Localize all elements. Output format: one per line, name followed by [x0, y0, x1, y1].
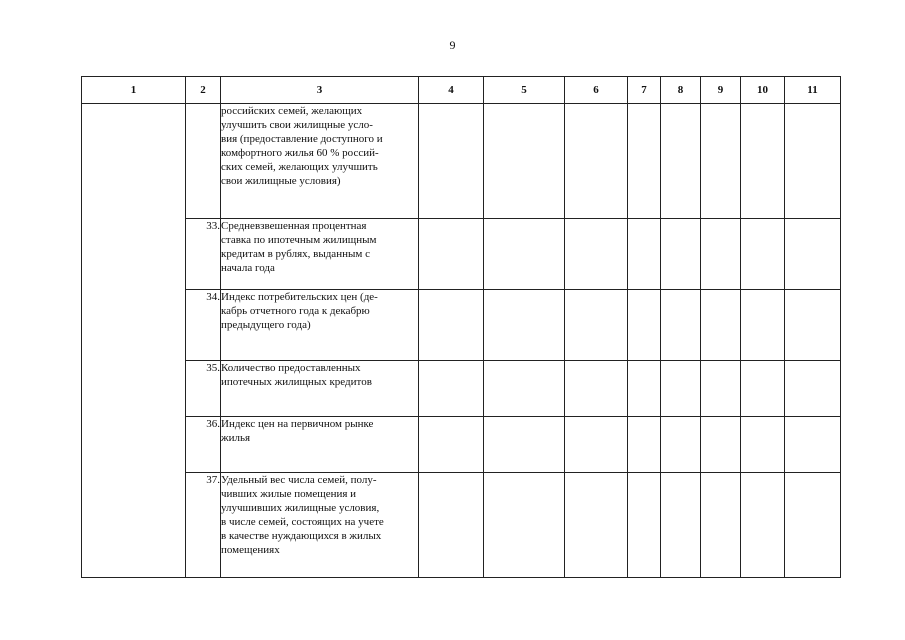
- value-cell: [785, 290, 841, 361]
- value-cell: [785, 104, 841, 219]
- column-header: 2: [186, 77, 221, 104]
- value-cell: [565, 473, 628, 578]
- indicator-name: Индекс цен на первичном рынке жилья: [221, 417, 419, 473]
- value-cell: [661, 219, 701, 290]
- value-cell: [661, 473, 701, 578]
- column-header: 4: [419, 77, 484, 104]
- row-number: 33.: [186, 219, 221, 290]
- value-cell: [628, 417, 661, 473]
- indicator-name: российских семей, желающих улучшить свои жилищные усло- вия (предоставление доступного и комфортного жилья 60 % россий- ских семей, желающих улучшить свои жилищные условия): [221, 104, 419, 219]
- value-cell: [741, 417, 785, 473]
- value-cell: [701, 417, 741, 473]
- value-cell: [785, 219, 841, 290]
- column-header: 6: [565, 77, 628, 104]
- column-header: 9: [701, 77, 741, 104]
- value-cell: [484, 417, 565, 473]
- table-row: [82, 417, 841, 473]
- value-cell: [741, 219, 785, 290]
- value-cell: [701, 361, 741, 417]
- value-cell: [785, 361, 841, 417]
- value-cell: [661, 290, 701, 361]
- row-number: 36.: [186, 417, 221, 473]
- value-cell: [701, 290, 741, 361]
- value-cell: [484, 104, 565, 219]
- table-row: [82, 104, 841, 219]
- row-number: 34.: [186, 290, 221, 361]
- value-cell: [785, 417, 841, 473]
- value-cell: [484, 473, 565, 578]
- value-cell: [419, 290, 484, 361]
- merged-cell-column-1: [82, 104, 186, 578]
- header-row: [82, 77, 841, 104]
- value-cell: [628, 361, 661, 417]
- value-cell: [484, 290, 565, 361]
- value-cell: [419, 473, 484, 578]
- value-cell: [785, 473, 841, 578]
- value-cell: [628, 219, 661, 290]
- table-row: [82, 473, 841, 578]
- value-cell: [419, 417, 484, 473]
- value-cell: [661, 361, 701, 417]
- value-cell: [628, 104, 661, 219]
- indicator-name: Средневзвешенная процентная ставка по ипотечным жилищным кредитам в рублях, выданным с начала года: [221, 219, 419, 290]
- row-number: [186, 104, 221, 219]
- table-row: [82, 219, 841, 290]
- value-cell: [565, 361, 628, 417]
- value-cell: [419, 361, 484, 417]
- indicator-name: Удельный вес числа семей, полу- чивших жилые помещения и улучшивших жилищные условия, в числе семей, состоящих на учете в качестве нуждающихся в жилых помещениях: [221, 473, 419, 578]
- column-header: 3: [221, 77, 419, 104]
- value-cell: [741, 361, 785, 417]
- value-cell: [741, 104, 785, 219]
- table-row: [82, 361, 841, 417]
- value-cell: [628, 290, 661, 361]
- value-cell: [484, 219, 565, 290]
- value-cell: [484, 361, 565, 417]
- row-number: 37.: [186, 473, 221, 578]
- column-header: 10: [741, 77, 785, 104]
- value-cell: [565, 219, 628, 290]
- column-header: 11: [785, 77, 841, 104]
- page-number: 9: [449, 38, 456, 52]
- value-cell: [741, 473, 785, 578]
- value-cell: [741, 290, 785, 361]
- column-header: 8: [661, 77, 701, 104]
- value-cell: [565, 417, 628, 473]
- column-header: 7: [628, 77, 661, 104]
- value-cell: [701, 473, 741, 578]
- value-cell: [701, 104, 741, 219]
- value-cell: [701, 219, 741, 290]
- indicator-name: Индекс потребительских цен (де- кабрь отчетного года к декабрю предыдущего года): [221, 290, 419, 361]
- value-cell: [419, 104, 484, 219]
- value-cell: [565, 290, 628, 361]
- column-header: 1: [82, 77, 186, 104]
- value-cell: [661, 104, 701, 219]
- value-cell: [661, 417, 701, 473]
- indicators-table: [81, 76, 841, 578]
- row-number: 35.: [186, 361, 221, 417]
- indicator-name: Количество предоставленных ипотечных жилищных кредитов: [221, 361, 419, 417]
- value-cell: [565, 104, 628, 219]
- value-cell: [628, 473, 661, 578]
- column-header: 5: [484, 77, 565, 104]
- value-cell: [419, 219, 484, 290]
- table-row: [82, 290, 841, 361]
